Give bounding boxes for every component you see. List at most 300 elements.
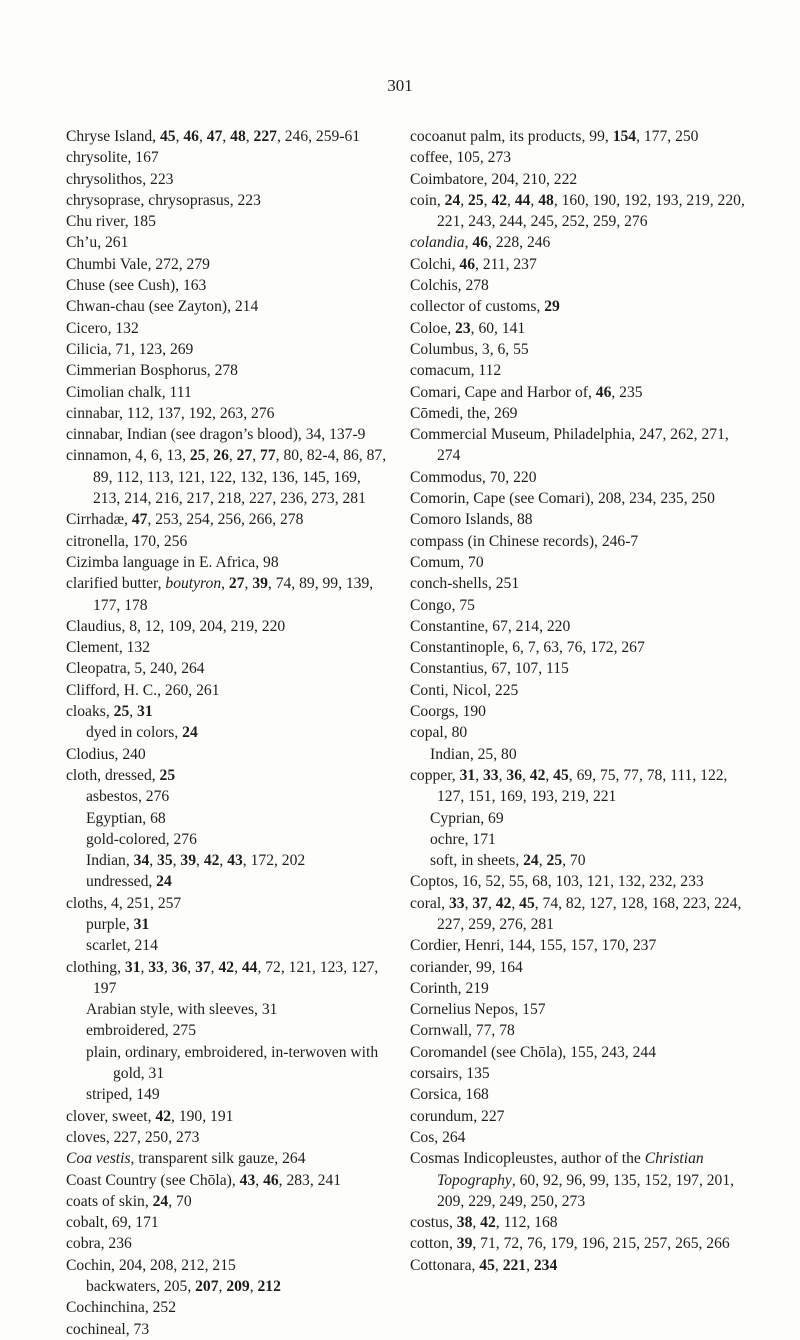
entry-text: chrysolite, 167 (66, 149, 159, 167)
entry-text: , 74, 82, 127, 128, 168, 223, 224, 227, 259, 276, 281 (437, 894, 742, 933)
entry-text: collector of customs, (410, 298, 545, 316)
index-entry (410, 467, 750, 488)
index-subentry (66, 914, 388, 935)
entry-text: Cimolian chalk, 111 (66, 383, 192, 401)
entry-text: chrysolithos, 223 (66, 170, 174, 188)
entry-text: , 253, 254, 256, 266, 278 (147, 511, 304, 529)
entry-text: dyed in colors, (86, 724, 183, 742)
entry-text: Cicero, 132 (66, 319, 139, 337)
entry-text: Chryse Island, (66, 128, 160, 145)
page-ref-bold: 36 (506, 766, 522, 784)
page-ref-bold: 44 (514, 191, 531, 209)
index-entry (410, 360, 750, 381)
entry-text: cloth, dressed, (66, 766, 160, 784)
index-entry (410, 573, 750, 594)
index-subentry (66, 829, 388, 850)
entry-text: , 211, 237 (474, 255, 537, 273)
index-entry (410, 957, 750, 978)
index-entry (410, 488, 750, 509)
entry-text: , (487, 894, 496, 912)
index-subentry (66, 1276, 388, 1297)
index-entry (410, 637, 750, 658)
entry-text: , (244, 575, 253, 593)
entry-text: , 71, 72, 76, 179, 196, 215, 257, 265, 266 (472, 1235, 730, 1253)
entry-text: , (222, 128, 231, 145)
page-ref-bold: 35 (157, 852, 173, 870)
index-entry (410, 296, 750, 317)
entry-text: , (210, 958, 219, 976)
index-entry (66, 1297, 388, 1318)
index-entry (410, 616, 750, 637)
entry-text: , (172, 852, 181, 870)
entry-text: ochre, 171 (430, 830, 496, 848)
entry-text: conch-shells, 251 (410, 575, 520, 593)
index-entry (410, 680, 750, 701)
index-entry (410, 1233, 750, 1254)
index-entry (66, 126, 388, 147)
page-ref-bold: 31 (459, 766, 476, 784)
entry-text: gold-colored, 276 (86, 830, 197, 848)
page-ref-bold: 31 (124, 958, 141, 976)
entry-text: Chumbi Vale, 272, 279 (66, 255, 210, 273)
index-entry (66, 296, 388, 317)
entry-text: , 74, 89, 99, 139, 177, 178 (93, 575, 374, 614)
page-ref-bold: 25 (113, 703, 130, 721)
entry-text: , (198, 128, 207, 145)
page-ref-bold: 209 (226, 1278, 250, 1296)
index-column-left (66, 126, 388, 1340)
index-entry (410, 126, 750, 147)
entry-text: asbestos, 276 (86, 788, 170, 806)
index-entry (410, 871, 750, 892)
index-entry (66, 211, 388, 232)
italic-term: Coa vestis (66, 1150, 131, 1168)
page-ref-bold: 27 (236, 447, 253, 465)
page-ref-bold: 44 (241, 958, 258, 976)
entry-text: , 177, 250 (636, 128, 699, 145)
index-entry (410, 722, 750, 743)
entry-text: Cos, 264 (410, 1128, 466, 1146)
entry-text: Claudius, 8, 12, 109, 204, 219, 220 (66, 617, 286, 635)
entry-text: Cornelius Nepos, 157 (410, 1001, 546, 1019)
entry-text: cloves, 227, 250, 273 (66, 1128, 200, 1146)
entry-text: Constantius, 67, 107, 115 (410, 660, 569, 678)
entry-text: , 283, 241 (278, 1171, 342, 1189)
entry-text: Cochinchina, 252 (66, 1299, 177, 1317)
index-entry (66, 1106, 388, 1127)
entry-text: Coast Country (see Chōla), (66, 1171, 240, 1189)
index-entry (66, 275, 388, 296)
index-entry (66, 360, 388, 381)
entry-text: Indian, 25, 80 (430, 745, 517, 763)
entry-text: Coptos, 16, 52, 55, 68, 103, 121, 132, 232, 233 (410, 873, 704, 891)
entry-text: Cochin, 204, 208, 212, 215 (66, 1256, 236, 1274)
entry-text: Chu river, 185 (66, 213, 156, 231)
page-ref-bold: 33 (148, 958, 164, 976)
entry-text: clothing, (66, 958, 125, 976)
entry-text: corundum, 227 (410, 1107, 505, 1125)
entry-text: Columbus, 3, 6, 55 (410, 340, 529, 358)
page-ref-bold: 45 (479, 1256, 495, 1274)
index-entry (66, 701, 388, 722)
entry-text: , (129, 703, 138, 721)
entry-text: Chwan-chau (see Zayton), 214 (66, 298, 259, 316)
entry-text: , (464, 894, 473, 912)
entry-text: cotton, (410, 1235, 457, 1253)
index-subentry (410, 829, 750, 850)
index-entry (410, 318, 750, 339)
entry-text: Congo, 75 (410, 596, 475, 614)
index-entry (410, 893, 750, 936)
page-ref-bold: 43 (227, 852, 243, 870)
page-ref-bold: 24 (156, 873, 172, 891)
entry-text: plain, ordinary, embroidered, in-terwoven with gold, 31 (86, 1043, 379, 1083)
page-ref-bold: 24 (152, 1192, 169, 1210)
index-subentry (66, 808, 388, 829)
index-entry (410, 1212, 750, 1233)
entry-text: , 70 (562, 852, 586, 870)
index-subentry (66, 722, 388, 743)
entry-text: , 112, 168 (495, 1214, 558, 1232)
entry-text: clarified butter, (66, 575, 166, 593)
page-ref-bold: 77 (260, 447, 276, 465)
page-ref-bold: 48 (230, 128, 246, 145)
index-entry (66, 765, 388, 786)
page-ref-bold: 234 (533, 1256, 558, 1274)
entry-text: citronella, 170, 256 (66, 532, 188, 550)
index-entry (410, 254, 750, 275)
index-entry (66, 1233, 388, 1254)
page-ref-bold: 46 (459, 255, 475, 273)
entry-text: , 70 (168, 1192, 192, 1210)
page-ref-bold: 45 (553, 766, 569, 784)
italic-term: colandia (410, 234, 465, 252)
entry-text: , 190, 191 (171, 1107, 234, 1125)
index-entry (410, 275, 750, 296)
entry-text: undressed, (86, 873, 157, 891)
index-entry (66, 445, 388, 509)
index-subentry (66, 999, 388, 1020)
page-ref-bold: 39 (180, 852, 197, 870)
page-ref-bold: 42 (218, 958, 235, 976)
index-entry (410, 509, 750, 530)
index-entry (410, 658, 750, 679)
entry-text: , transparent silk gauze, 264 (130, 1150, 306, 1168)
page-ref-bold: 42 (203, 852, 220, 870)
index-entry (66, 254, 388, 275)
index-entry (66, 552, 388, 573)
entry-text: , (196, 852, 204, 870)
index-entry (410, 169, 750, 190)
entry-text: Cottonara, (410, 1256, 480, 1274)
entry-text: Cōmedi, the, 269 (410, 404, 518, 422)
index-entry (410, 232, 750, 253)
index-entry (66, 1127, 388, 1148)
page-ref-bold: 47 (131, 511, 148, 529)
entry-text: Indian, (86, 852, 134, 870)
entry-text: , (175, 128, 184, 145)
entry-text: cobra, 236 (66, 1235, 132, 1253)
index-entry (410, 1127, 750, 1148)
index-subentry (66, 786, 388, 807)
page-ref-bold: 37 (195, 958, 211, 976)
entry-text: coral, (410, 894, 449, 912)
index-entry (410, 1148, 750, 1212)
entry-text: striped, 149 (86, 1086, 160, 1104)
entry-text: Clodius, 240 (66, 745, 146, 763)
entry-text: purple, (86, 915, 134, 933)
entry-text: , (234, 958, 242, 976)
page-ref-bold: 45 (159, 128, 176, 145)
index-subentry (66, 871, 388, 892)
entry-text: embroidered, 275 (86, 1022, 196, 1040)
italic-term: Christian Topography (437, 1150, 704, 1189)
index-entry (410, 1106, 750, 1127)
entry-text: , (221, 575, 229, 593)
entry-text: Clement, 132 (66, 639, 151, 657)
entry-text: Coromandel (see Chōla), 155, 243, 244 (410, 1043, 656, 1061)
index-subentry (66, 1084, 388, 1105)
entry-text: , (483, 191, 492, 209)
index-entry (410, 978, 750, 999)
page-ref-bold: 48 (538, 191, 554, 209)
entry-text: cochineal, 73 (66, 1320, 150, 1338)
index-entry (410, 1084, 750, 1105)
entry-text: , 246, 259-61 (276, 128, 361, 145)
entry-text: Clifford, H. C., 260, 261 (66, 681, 220, 699)
index-entry (66, 424, 388, 445)
index-entry (66, 1148, 388, 1169)
entry-text: Cleopatra, 5, 240, 264 (66, 660, 205, 678)
entry-text: cinnabar, 112, 137, 192, 263, 276 (66, 404, 275, 422)
entry-text: coriander, 99, 164 (410, 958, 523, 976)
page-ref-bold: 25 (468, 191, 484, 209)
entry-text: Egyptian, 68 (86, 809, 166, 827)
entry-text: Ch’u, 261 (66, 234, 129, 252)
entry-text: , (218, 1278, 227, 1296)
page-ref-bold: 25 (159, 766, 176, 784)
page-ref-bold: 45 (519, 894, 535, 912)
index-entry (66, 1319, 388, 1340)
entry-text: Arabian style, with sleeves, 31 (86, 1001, 278, 1019)
index-entry (66, 1170, 388, 1191)
index-entry (66, 147, 388, 168)
page-ref-bold: 42 (495, 894, 512, 912)
index-entry (410, 935, 750, 956)
page-ref-bold: 46 (263, 1171, 279, 1189)
entry-text: , (219, 852, 228, 870)
index-entry (66, 1212, 388, 1233)
index-entry (66, 382, 388, 403)
entry-text: , (475, 766, 483, 784)
index-entry (66, 509, 388, 530)
index-entry (410, 1020, 750, 1041)
entry-text: Comum, 70 (410, 553, 484, 571)
index-entry (410, 147, 750, 168)
italic-term: boutyron (165, 575, 222, 593)
entry-text: Coloe, (410, 319, 456, 337)
index-entry (66, 744, 388, 765)
index-entry (410, 1042, 750, 1063)
entry-text: , (205, 447, 214, 465)
page-ref-bold: 37 (472, 894, 488, 912)
entry-text: cobalt, 69, 171 (66, 1214, 159, 1232)
entry-text: , (245, 128, 254, 145)
page-ref-bold: 25 (546, 852, 563, 870)
entry-text: Coorgs, 190 (410, 703, 486, 721)
page-ref-bold: 36 (171, 958, 188, 976)
index-subentry (410, 850, 750, 871)
index-entry (410, 339, 750, 360)
page-ref-bold: 29 (544, 298, 560, 316)
page-ref-bold: 47 (206, 128, 223, 145)
entry-text: , 228, 246 (487, 234, 551, 252)
entry-text: , (255, 1171, 264, 1189)
entry-text: cocoanut palm, its products, 99, (410, 128, 613, 145)
page-ref-bold: 42 (155, 1107, 172, 1125)
page-ref-bold: 212 (257, 1278, 281, 1296)
index-entry (410, 1255, 750, 1276)
index-entry (66, 339, 388, 360)
page-ref-bold: 34 (133, 852, 150, 870)
entry-text: , 60, 141 (470, 319, 526, 337)
entry-text: comacum, 112 (410, 362, 502, 380)
index-entry (66, 893, 388, 914)
entry-text: , (252, 447, 261, 465)
entry-text: Commercial Museum, Philadelphia, 247, 262, 271, 274 (410, 426, 729, 465)
index-entry (410, 595, 750, 616)
index-entry (410, 999, 750, 1020)
index-entry (410, 765, 750, 808)
entry-text: copper, (410, 766, 460, 784)
entry-text: , 172, 202 (242, 852, 306, 870)
entry-text: Constantinople, 6, 7, 63, 76, 172, 267 (410, 639, 645, 657)
entry-text: scarlet, 214 (86, 937, 158, 955)
index-entry (66, 616, 388, 637)
page-ref-bold: 154 (612, 128, 637, 145)
page-ref-bold: 39 (456, 1235, 473, 1253)
entry-text: cinnamon, 4, 6, 13, (66, 447, 190, 465)
entry-text: , (228, 447, 237, 465)
entry-text: cloaks, (66, 703, 114, 721)
entry-text: Comorin, Cape (see Comari), 208, 234, 235, 250 (410, 490, 715, 508)
entry-text: Constantine, 67, 214, 220 (410, 617, 571, 635)
index-entry (66, 232, 388, 253)
entry-text: , (464, 234, 473, 252)
page-ref-bold: 39 (252, 575, 268, 593)
entry-text: Corinth, 219 (410, 979, 489, 997)
index-entry (66, 403, 388, 424)
page-ref-bold: 43 (239, 1171, 256, 1189)
page-ref-bold: 24 (182, 724, 198, 742)
entry-text: copal, 80 (410, 724, 468, 742)
entry-text: clover, sweet, (66, 1107, 156, 1125)
entry-text: Conti, Nicol, 225 (410, 681, 519, 699)
entry-text: Comoro Islands, 88 (410, 511, 533, 529)
entry-text: Colchi, (410, 255, 460, 273)
page-ref-bold: 24 (444, 191, 461, 209)
index-entry (66, 318, 388, 339)
page-ref-bold: 221 (502, 1256, 527, 1274)
index-entry (410, 531, 750, 552)
entry-text: Colchis, 278 (410, 277, 489, 295)
entry-text: Cosmas Indicopleustes, author of the (410, 1150, 645, 1168)
entry-text: , (511, 894, 520, 912)
entry-text: Cilicia, 71, 123, 269 (66, 340, 194, 358)
page-ref-bold: 207 (195, 1278, 219, 1296)
entry-text: , (521, 766, 530, 784)
entry-text: , 72, 121, 123, 127, 197 (93, 958, 379, 997)
entry-text: , 235 (611, 383, 643, 401)
index-entry (66, 658, 388, 679)
index-entry (410, 190, 750, 233)
page-ref-bold: 42 (491, 191, 508, 209)
entry-text: , (140, 958, 149, 976)
page-ref-bold: 46 (595, 383, 612, 401)
entry-text: coin, (410, 191, 445, 209)
index-entry (66, 1191, 388, 1212)
entry-text: , 160, 190, 192, 193, 219, 220, 221, 243, 244, 245, 252, 259, 276 (437, 191, 745, 231)
page-ref-bold: 38 (456, 1214, 473, 1232)
index-subentry (410, 744, 750, 765)
index-entry (66, 573, 388, 616)
entry-text: Chuse (see Cush), 163 (66, 277, 207, 295)
entry-text: compass (in Chinese records), 246-7 (410, 532, 639, 550)
index-subentry (66, 1042, 388, 1085)
entry-text: , 80, 82-4, 86, 87, 89, 112, 113, 121, 122, 132, 136, 145, 169, 213, 214, 216, 217, 218, 227, 236, 273, 281 (93, 447, 387, 508)
page-ref-bold: 25 (189, 447, 206, 465)
entry-text: , (472, 1214, 481, 1232)
index-entry (66, 1255, 388, 1276)
entry-text: corsairs, 135 (410, 1065, 490, 1083)
entry-text: chrysoprase, chrysoprasus, 223 (66, 191, 261, 209)
index-entry (410, 552, 750, 573)
entry-text: Commodus, 70, 220 (410, 468, 537, 486)
entry-text: Cordier, Henri, 144, 155, 157, 170, 237 (410, 937, 657, 955)
entry-text: cinnabar, Indian (see dragon’s blood), 34, 137-9 (66, 426, 366, 444)
index-entry (410, 701, 750, 722)
entry-text: , (498, 766, 507, 784)
entry-text: backwaters, 205, (86, 1278, 196, 1296)
entry-text: , (249, 1278, 258, 1296)
index-subentry (66, 1020, 388, 1041)
index-entry (66, 680, 388, 701)
entry-text: , (187, 958, 196, 976)
entry-text: , (530, 191, 539, 209)
page-ref-bold: 42 (529, 766, 546, 784)
index-entry (410, 424, 750, 467)
entry-text: , (538, 852, 547, 870)
entry-text: Cimmerian Bosphorus, 278 (66, 362, 238, 380)
entry-text: coffee, 105, 273 (410, 149, 512, 167)
entry-text: costus, (410, 1214, 457, 1232)
index-subentry (410, 808, 750, 829)
index-column-right (410, 126, 750, 1276)
index-entry (410, 1063, 750, 1084)
entry-text: cloths, 4, 251, 257 (66, 894, 182, 912)
entry-text: coats of skin, (66, 1192, 153, 1210)
page-ref-bold: 31 (133, 915, 150, 933)
page-ref-bold: 46 (183, 128, 199, 145)
page-number: 301 (387, 76, 413, 95)
page-ref-bold: 42 (480, 1214, 496, 1232)
index-subentry (66, 935, 388, 956)
entry-text: , (149, 852, 158, 870)
entry-text: Cizimba language in E. Africa, 98 (66, 553, 279, 571)
entry-text: Cornwall, 77, 78 (410, 1022, 515, 1040)
page-ref-bold: 31 (137, 703, 153, 721)
index-entry (410, 403, 750, 424)
